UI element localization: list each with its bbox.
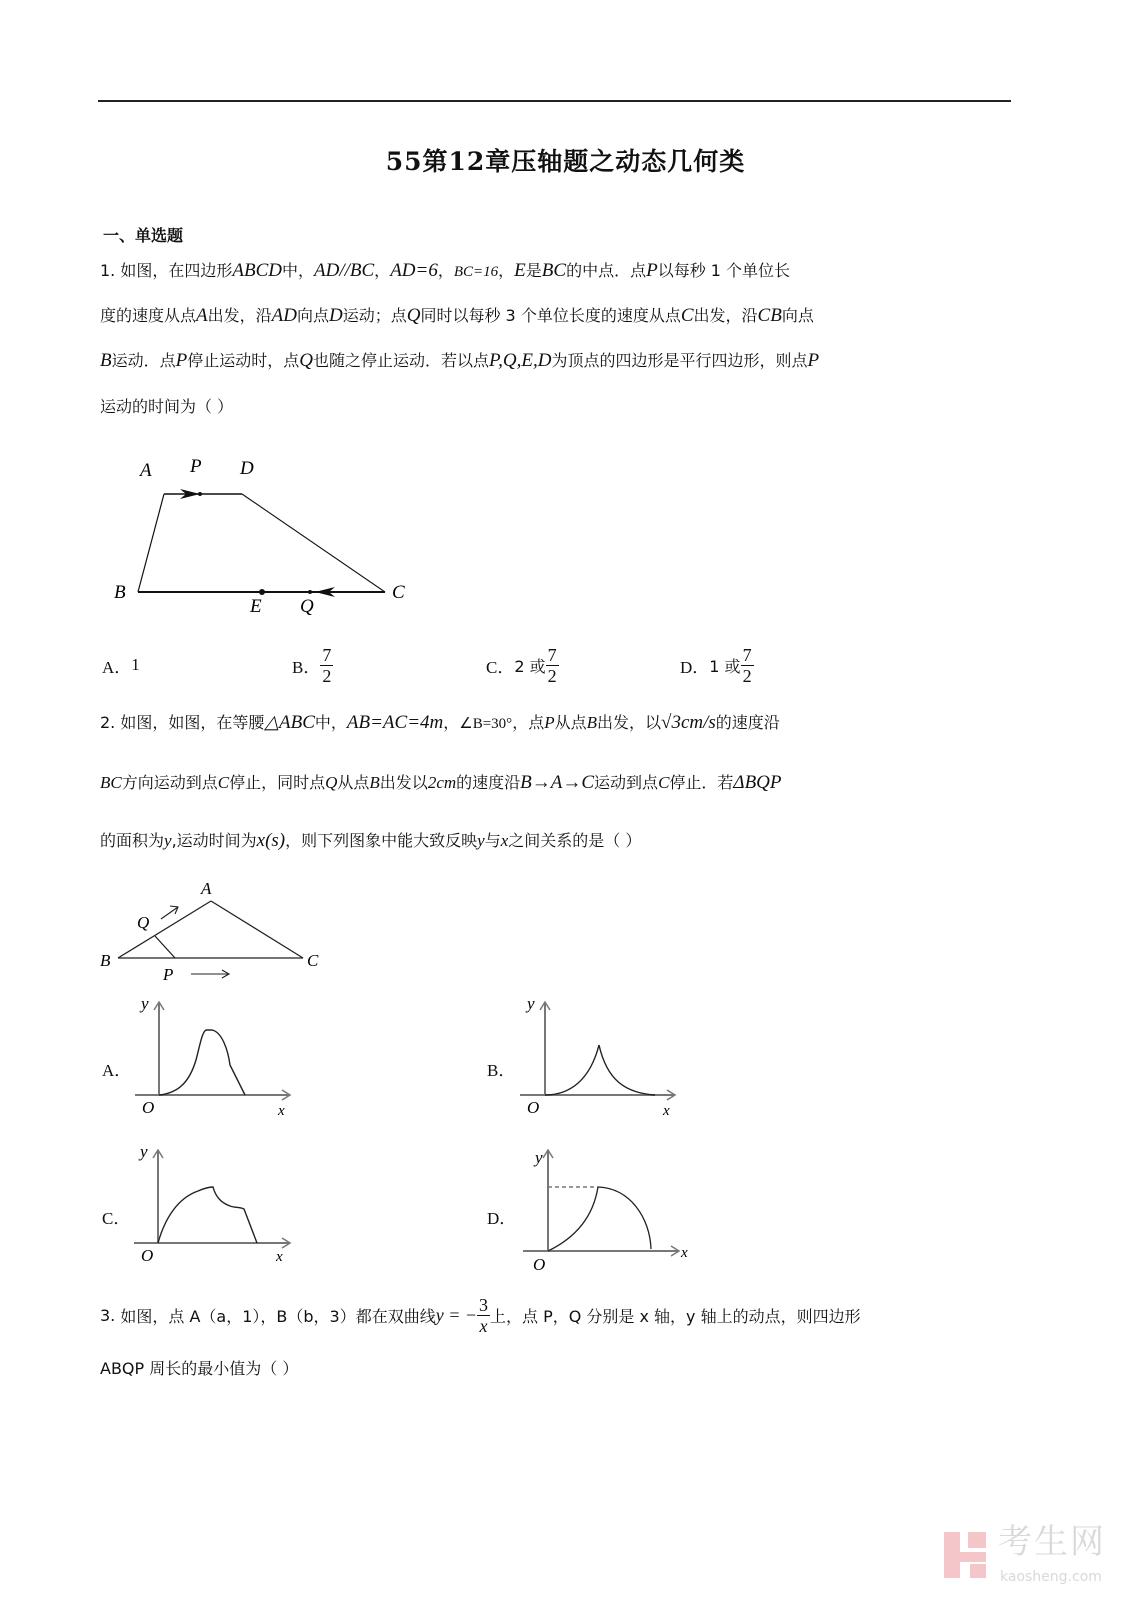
text: 如图，如图，在等腰 <box>120 713 265 732</box>
math: ABCD <box>232 260 282 281</box>
text: 向点 <box>296 306 329 325</box>
label-d: D <box>240 458 254 479</box>
section-heading: 一、单选题 <box>103 226 184 245</box>
text: 度的速度从点 <box>100 306 197 325</box>
q1-line-4: 运动的时间为（ ） <box>100 397 234 416</box>
q2-option-c-graph[interactable] <box>130 1143 300 1268</box>
math: ΔBQP <box>733 772 782 793</box>
y-label: y <box>140 1143 148 1161</box>
numerator: 3 <box>479 1294 488 1315</box>
math: B <box>586 713 597 732</box>
equation-lhs: y = − <box>435 1304 477 1325</box>
q2-number: 2. <box>100 713 116 732</box>
text: ， <box>437 261 454 280</box>
kaosheng-watermark <box>940 1520 1120 1592</box>
option-label: A． <box>102 657 132 677</box>
label-b: B <box>114 582 126 603</box>
text: 是 <box>525 261 542 280</box>
fraction <box>320 645 333 686</box>
text: 的面积为 <box>100 831 165 850</box>
kaosheng-logo-icon <box>940 1528 996 1584</box>
text: 的速度沿 <box>715 713 780 732</box>
q1-option-c[interactable] <box>486 642 559 688</box>
curve-fall <box>598 1187 651 1249</box>
math: P <box>807 350 820 371</box>
math: B <box>100 350 112 371</box>
q1-number: 1. <box>100 261 116 280</box>
math: Q <box>406 305 421 326</box>
origin-label: O <box>141 1246 154 1265</box>
q2-option-c-label[interactable]: C． <box>102 1209 131 1228</box>
label-q: Q <box>137 913 150 932</box>
text: 中， <box>314 713 347 732</box>
math: BC <box>541 260 567 281</box>
q3-line-2: ABQP 周长的最小值为（ ） <box>100 1359 299 1378</box>
label-c: C <box>392 582 405 603</box>
math: A <box>196 305 208 326</box>
math: P <box>544 713 555 732</box>
q1-line-1 <box>100 258 1015 288</box>
q1-line-2 <box>100 303 1015 333</box>
text: 停止．若 <box>669 773 734 792</box>
q3-line-1 <box>100 1290 1015 1340</box>
text: ，则下列图象中能大致反映 <box>285 831 478 850</box>
q2-line-3 <box>100 828 1015 858</box>
x-label: x <box>276 1249 283 1265</box>
y-label: y <box>535 1148 543 1167</box>
text: 与 <box>484 831 501 850</box>
text: 从点 <box>337 773 370 792</box>
q2-option-b-graph[interactable] <box>515 995 685 1120</box>
q1-line-3 <box>100 348 1015 378</box>
text: 的中点．点 <box>566 261 647 280</box>
math: C <box>217 773 230 792</box>
text: 也随之停止运动．若以点 <box>312 351 489 370</box>
math: D <box>328 305 343 326</box>
header-rule <box>98 100 1011 102</box>
origin-label: O <box>527 1098 540 1117</box>
text: 以每秒 1 个单位长 <box>657 261 791 280</box>
text: 运动．点 <box>111 351 176 370</box>
math: P <box>175 350 188 371</box>
math: Q <box>325 773 338 792</box>
text: 方向运动到点 <box>121 773 218 792</box>
point-e <box>259 589 265 595</box>
curve <box>158 1187 257 1243</box>
text: 出发，以 <box>597 713 662 732</box>
q2-option-a-graph[interactable] <box>130 995 300 1120</box>
watermark-domain: kaosheng.com <box>1000 1569 1102 1585</box>
q2-option-a-label[interactable]: A． <box>102 1061 132 1080</box>
y-label: y <box>141 995 149 1013</box>
label-c: C <box>307 951 319 970</box>
label-q: Q <box>300 596 314 617</box>
text: 的速度沿 <box>456 773 521 792</box>
origin-label: O <box>533 1255 546 1274</box>
x-label: x <box>278 1103 285 1119</box>
text: 上，点 P，Q 分别是 x 轴，y 轴上的动点，则四边形 <box>490 1306 861 1326</box>
math: x(s) <box>256 830 286 851</box>
text: 运动；点 <box>342 306 407 325</box>
q3-number: 3. <box>100 1305 116 1325</box>
segment-dc <box>242 494 385 592</box>
point-q <box>308 590 312 594</box>
label-p: P <box>163 965 174 984</box>
text: 向点 <box>781 306 814 325</box>
x-label: x <box>663 1103 670 1119</box>
text: 为顶点的四边形是平行四边形，则点 <box>551 351 808 370</box>
math: y <box>164 831 172 850</box>
numerator: 7 <box>322 644 332 665</box>
curve <box>159 1030 245 1095</box>
segment-qp <box>155 936 175 958</box>
math: C <box>658 773 670 792</box>
q1-option-a[interactable] <box>102 642 140 688</box>
denominator: 2 <box>742 665 752 686</box>
text: 同时以每秒 3 个单位长度的速度从点 <box>420 306 681 325</box>
origin-label: O <box>142 1098 155 1117</box>
q2-option-d-label[interactable]: D． <box>487 1209 517 1228</box>
text: 出发，沿 <box>693 306 758 325</box>
text: 从点 <box>554 713 587 732</box>
text: 如图，在四边形 <box>120 261 233 280</box>
text: ， <box>443 713 460 732</box>
option-text: 1 <box>131 655 140 674</box>
text: 运动到点 <box>594 773 659 792</box>
math: BC <box>100 773 122 792</box>
text: 出发以 <box>379 773 428 792</box>
q2-line-1 <box>100 710 1015 740</box>
math: AD//BC <box>314 260 375 281</box>
math: △ABC <box>264 712 315 733</box>
math: CB <box>757 305 782 326</box>
numerator: 7 <box>547 644 557 665</box>
math: AB=AC=4m <box>346 712 444 733</box>
math: ∠B=30° <box>459 716 513 732</box>
text: 之间关系的是（ ） <box>508 831 642 850</box>
label-b: B <box>100 951 111 970</box>
curve-rise <box>548 1187 598 1251</box>
y-label: y <box>527 995 535 1013</box>
q1-option-b[interactable] <box>292 642 333 688</box>
text: 停止，同时点 <box>229 773 326 792</box>
numerator: 7 <box>742 644 752 665</box>
math: x <box>500 831 509 850</box>
math: B <box>369 773 380 792</box>
option-label: C． <box>486 657 515 677</box>
math: C <box>680 305 694 326</box>
q1-trapezoid-figure <box>100 440 420 620</box>
fraction <box>546 645 559 686</box>
segment-ab <box>138 494 164 592</box>
math: P,Q,E,D <box>489 350 552 371</box>
math: P <box>646 260 658 281</box>
text: ，点 <box>512 713 545 732</box>
label-e: E <box>250 596 262 617</box>
option-label: D． <box>680 657 710 677</box>
segment-ac <box>211 901 303 958</box>
math: BC=16 <box>453 264 499 280</box>
q2-line-2 <box>100 770 1015 800</box>
math: AD <box>271 305 297 326</box>
text: 如图，点 A（a，1），B（b，3）都在双曲线 <box>120 1306 436 1326</box>
label-p: P <box>190 456 202 477</box>
q2-option-d-graph[interactable] <box>515 1143 693 1275</box>
option-prefix: 1 或 <box>709 656 741 676</box>
math: B→A→C <box>520 772 595 793</box>
text: 停止运动时，点 <box>187 351 300 370</box>
text: ,运动时间为 <box>171 831 257 850</box>
denominator: 2 <box>322 665 332 686</box>
math: Q <box>299 350 313 371</box>
math: E <box>514 260 526 281</box>
label-a: A <box>201 879 212 898</box>
segment-ba <box>118 901 211 958</box>
text: ， <box>498 261 515 280</box>
q2-option-b-label[interactable]: B． <box>487 1061 516 1080</box>
option-label: B． <box>292 657 321 677</box>
text: 中， <box>281 261 314 280</box>
math: √3cm/s <box>661 712 716 733</box>
text: 出发，沿 <box>207 306 272 325</box>
math: 2cm <box>427 773 457 792</box>
q2-triangle-figure <box>95 878 335 986</box>
fraction <box>477 1295 490 1336</box>
label-a: A <box>140 460 152 481</box>
text: ， <box>374 261 391 280</box>
math: y <box>477 831 485 850</box>
page-title: 55第12章压轴题之动态几何类 <box>385 147 746 176</box>
denominator: x <box>479 1315 488 1336</box>
fraction <box>741 645 754 686</box>
curve <box>545 1045 655 1095</box>
denominator: 2 <box>547 665 557 686</box>
q1-option-d[interactable] <box>680 642 754 688</box>
watermark-brand: 考生网 <box>998 1522 1106 1562</box>
option-prefix: 2 或 <box>514 656 546 676</box>
point-p <box>198 492 202 496</box>
math: AD=6 <box>390 260 438 281</box>
x-label: x <box>681 1245 688 1261</box>
